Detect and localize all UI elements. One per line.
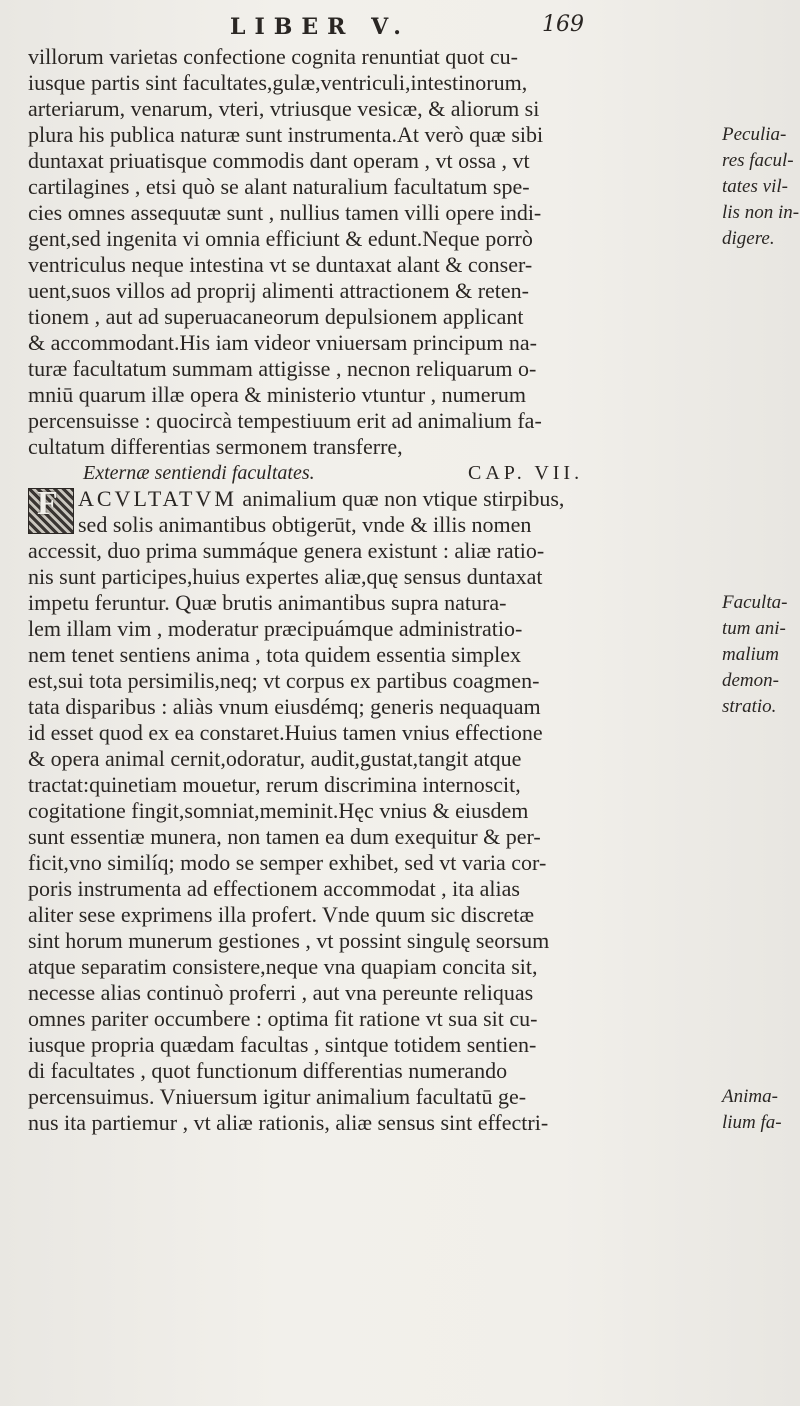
text-line: di facultates , quot functionum differentias numerando bbox=[28, 1058, 508, 1083]
margin-note: stratio. bbox=[722, 696, 777, 717]
text-line: impetu feruntur. Quæ brutis animantibus supra natura- bbox=[28, 590, 507, 615]
text-line: poris instrumenta ad effectionem accommodat , ita alias bbox=[28, 876, 520, 901]
text-line: nis sunt participes,huius expertes aliæ,quę sensus duntaxat bbox=[28, 564, 543, 589]
text-line: nem tenet sentiens anima , tota quidem essentia simplex bbox=[28, 642, 522, 667]
margin-note: digere. bbox=[722, 228, 775, 249]
text-line: duntaxat priuatisque commodis dant operam , vt ossa , vt bbox=[28, 148, 530, 173]
page-number: 169 bbox=[542, 12, 584, 37]
main-text-block bbox=[28, 44, 718, 1136]
text-fragment: animalium quæ non vtique stirpibus, bbox=[236, 486, 565, 511]
text-line: nus ita partiemur , vt aliæ rationis, aliæ sensus sint effectri- bbox=[28, 1110, 549, 1135]
text-line: est,sui tota persimilis,neq; vt corpus ex partibus coagmen- bbox=[28, 668, 540, 693]
text-line: cogitatione fingit,somniat,meminit.Hęc vnius & eiusdem bbox=[28, 798, 529, 823]
margin-note: demon- bbox=[722, 670, 779, 691]
text-line: villorum varietas confectione cognita renuntiat quot cu- bbox=[28, 44, 518, 69]
text-line: & accommodant.His iam videor vniuersam principum na- bbox=[28, 330, 537, 355]
text-line: id esset quod ex ea constaret.Huius tamen vnius effectione bbox=[28, 720, 543, 745]
text-line: arteriarum, venarum, vteri, vtriusque vesicæ, & aliorum si bbox=[28, 96, 540, 121]
text-line: gent,sed ingenita vi omnia efficiunt & edunt.Neque porrò bbox=[28, 226, 533, 251]
text-line: aliter sese exprimens illa profert. Vnde quum sic discretæ bbox=[28, 902, 535, 927]
text-line: percensuimus. Vniuersum igitur animalium facultatū ge- bbox=[28, 1084, 527, 1109]
page-header bbox=[0, 10, 800, 42]
section-subtitle: Externæ sentiendi facultates. bbox=[83, 462, 315, 484]
text-line: iusque propria quædam facultas , sintque totidem sentien- bbox=[28, 1032, 537, 1057]
text-line: iusque partis sint facultates,gulæ,ventriculi,intestinorum, bbox=[28, 70, 528, 95]
text-line: & opera animal cernit,odoratur, audit,gustat,tangit atque bbox=[28, 746, 522, 771]
text-line: sed solis animantibus obtigerūt, vnde & illis nomen bbox=[78, 512, 532, 537]
text-line: cartilagines , etsi quò se alant naturalium facultatum spe- bbox=[28, 174, 530, 199]
small-caps-word: ACVLTATVM bbox=[78, 486, 237, 511]
text-line: tionem , aut ad superuacaneorum depulsionem applicant bbox=[28, 304, 524, 329]
margin-note: lis non in- bbox=[722, 202, 800, 223]
margin-note: tates vil- bbox=[722, 176, 788, 197]
running-title: LIBER V. bbox=[230, 14, 410, 40]
decorated-initial bbox=[28, 485, 74, 534]
chapter-number: CAP. VII. bbox=[468, 462, 584, 484]
text-line: cies omnes assequutæ sunt , nullius tamen villi opere indi- bbox=[28, 200, 542, 225]
text-line: percensuisse : quocircà tempestiuum erit ad animalium fa- bbox=[28, 408, 542, 433]
text-line bbox=[28, 485, 718, 522]
margin-note: Peculia- bbox=[722, 124, 787, 145]
text-line: mniū quarum illæ opera & ministerio vtuntur , numerum bbox=[28, 382, 526, 407]
margin-note: res facul- bbox=[722, 150, 794, 171]
text-line: uent,suos villos ad proprij alimenti attractionem & reten- bbox=[28, 278, 529, 303]
text-line: necesse alias continuò proferri , aut vna pereunte reliquas bbox=[28, 980, 534, 1005]
text-line: atque separatim consistere,neque vna quapiam concita sit, bbox=[28, 954, 538, 979]
text-line: turæ facultatum summam attigisse , necnon reliquarum o- bbox=[28, 356, 537, 381]
text-line: plura his publica naturæ sunt instrumenta.At verò quæ sibi bbox=[28, 122, 544, 147]
text-line: tractat:quinetiam mouetur, rerum discrimina internoscit, bbox=[28, 772, 521, 797]
text-line: sunt essentiæ munera, non tamen ea dum exequitur & per- bbox=[28, 824, 541, 849]
margin-note: Faculta- bbox=[722, 592, 788, 613]
text-line: accessit, duo prima summáque genera existunt : aliæ ratio- bbox=[28, 538, 545, 563]
initial-letter: F bbox=[37, 485, 58, 522]
text-line: sint horum munerum gestiones , vt possint singulę seorsum bbox=[28, 928, 550, 953]
margin-note: lium fa- bbox=[722, 1112, 782, 1133]
text-line: lem illam vim , moderatur præcipuámque administratio- bbox=[28, 616, 523, 641]
text-line: omnes pariter occumbere : optima fit ratione vt sua sit cu- bbox=[28, 1006, 538, 1031]
text-line: ventriculus neque intestina vt se duntaxat alant & conser- bbox=[28, 252, 533, 277]
text-line: cultatum differentias sermonem transferre, bbox=[28, 434, 403, 459]
text-line: tata disparibus : aliàs vnum eiusdémq; generis nequaquam bbox=[28, 694, 541, 719]
margin-note: tum ani- bbox=[722, 618, 786, 639]
text-line: ficit,vno similíq; modo se semper exhibet, sed vt varia cor- bbox=[28, 850, 547, 875]
margin-note: Anima- bbox=[722, 1086, 778, 1107]
chapter-heading bbox=[28, 460, 718, 486]
margin-note: malium bbox=[722, 644, 779, 665]
